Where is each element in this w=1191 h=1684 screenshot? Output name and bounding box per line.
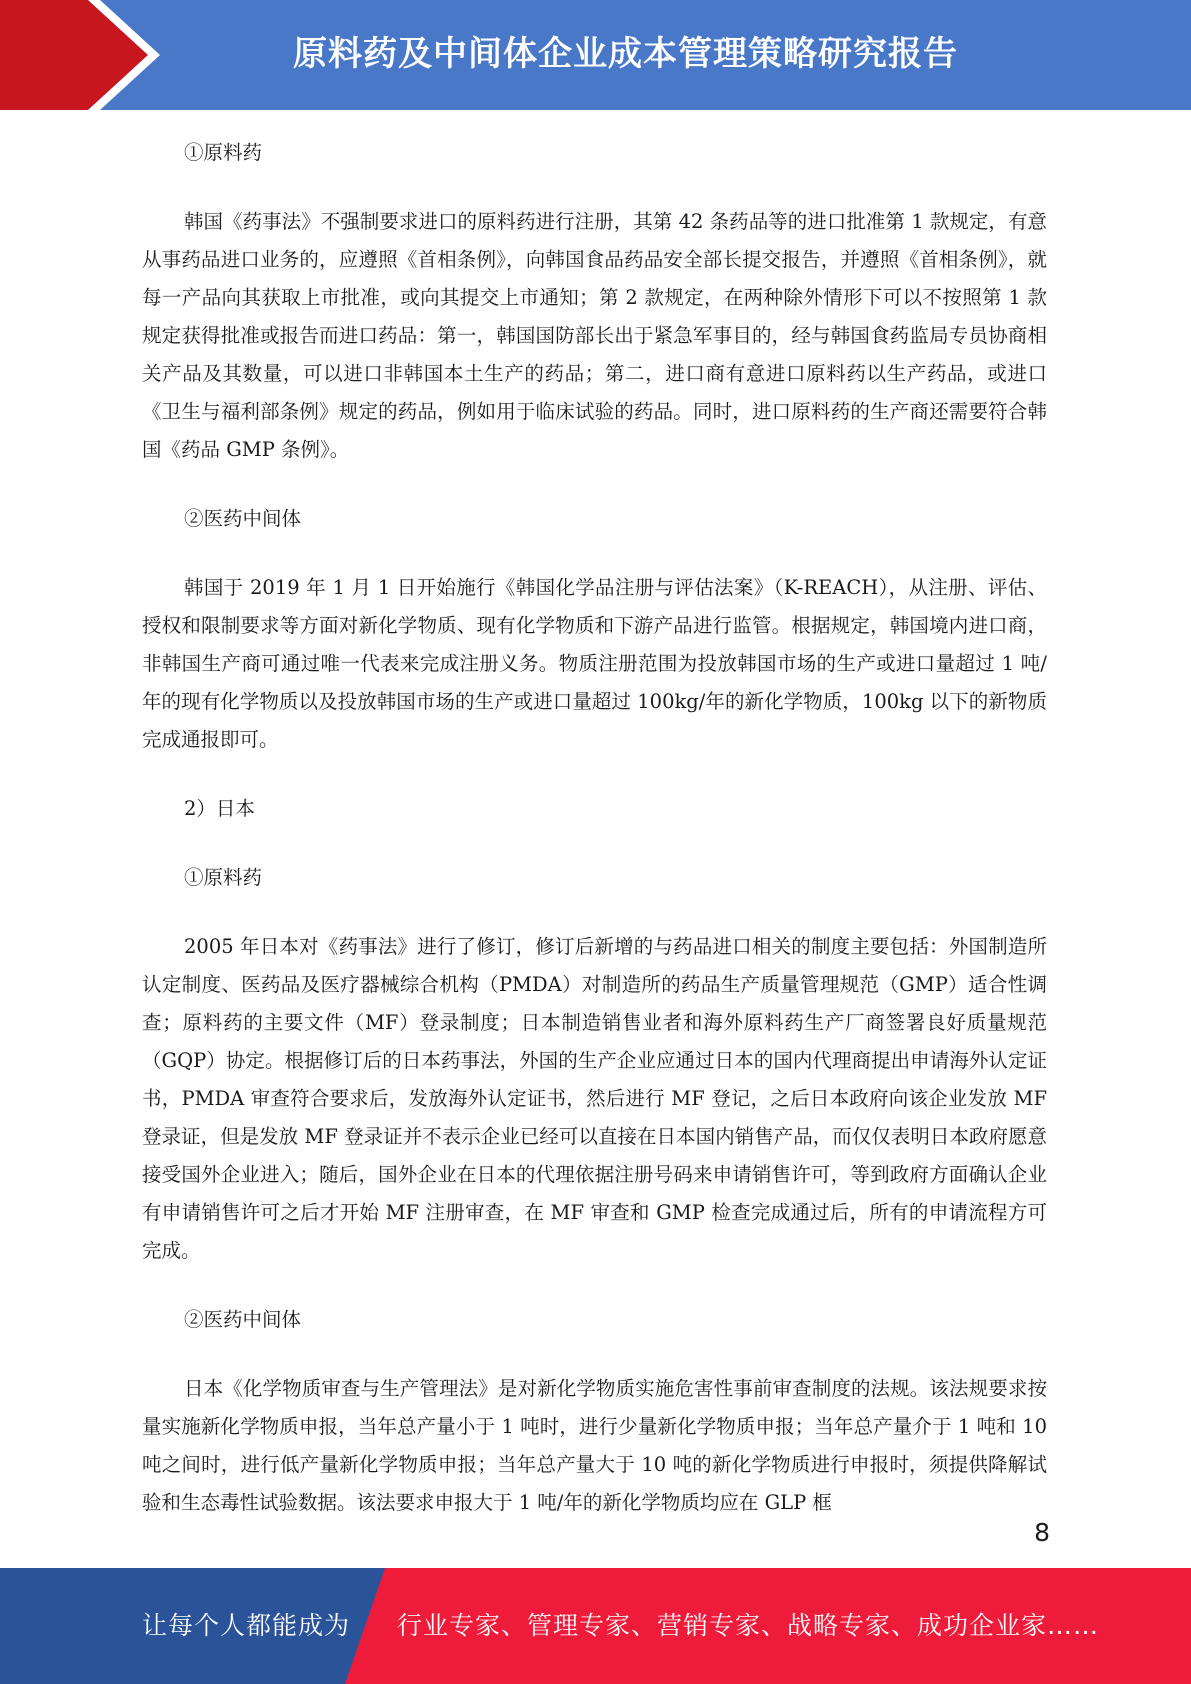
paragraph-korea-api: 韩国《药事法》不强制要求进口的原料药进行注册，其第 42 条药品等的进口批准第 1 款规定，有意从事药品进口业务的，应遵照《首相条例》，向韩国食品药品安全部长提交报告，并遵照《首相条例》，就每一产品向其获取上市批准，或向其提交上市通知；第 2 款规定，在两种除外情形下可以不按照第 1 款规定获得批准或报告而进口药品：第一，韩国国防部长出于紧急军事目的，经与韩国食药监局专员协商相关产品及其数量，可以进口非韩国本土生产的药品；第二，进口商有意进口原料药以生产药品，或进口《卫生与福利部条例》规定的药品，例如用于临床试验的药品。同时，进口原料药的生产商还需要符合韩国《药品 GMP 条例》。 — [142, 210, 1047, 461]
section-heading-japan-api: ①原料药 — [184, 866, 263, 889]
report-title: 原料药及中间体企业成本管理策略研究报告 — [293, 34, 958, 74]
page-number: 8 — [1034, 1518, 1050, 1547]
paragraph-korea-intermediate: 韩国于 2019 年 1 月 1 日开始施行《韩国化学品注册与评估法案》（K-REACH），从注册、评估、授权和限制要求等方面对新化学物质、现有化学物质和下游产品进行监管。根据规定，韩国境内进口商，非韩国生产商可通过唯一代表来完成注册义务。物质注册范围为投放韩国市场的生产或进口量超过 1 吨/年的现有化学物质以及投放韩国市场的生产或进口量超过 100kg/年的新化学物质，100kg 以下的新物质完成通报即可。 — [142, 576, 1047, 751]
section-heading-korea-api: ①原料药 — [184, 141, 263, 164]
footer-slogan-left: 让每个人都能成为 — [142, 1611, 351, 1640]
page-header — [0, 0, 1191, 110]
page-footer — [0, 1568, 1191, 1684]
section-heading-korea-intermediate: ②医药中间体 — [184, 507, 302, 530]
section-heading-japan: 2）日本 — [184, 797, 255, 820]
paragraph-japan-api: 2005 年日本对《药事法》进行了修订，修订后新增的与药品进口相关的制度主要包括：外国制造所认定制度、医药品及医疗器械综合机构（PMDA）对制造所的药品生产质量管理规范（GMP）适合性调查；原料药的主要文件（MF）登录制度；日本制造销售业者和海外原料药生产厂商签署良好质量规范（GQP）协定。根据修订后的日本药事法，外国的生产企业应通过日本的国内代理商提出申请海外认定证书，PMDA 审查符合要求后，发放海外认定证书，然后进行 MF 登记，之后日本政府向该企业发放 MF 登录证，但是发放 MF 登录证并不表示企业已经可以直接在日本国内销售产品，而仅仅表明日本政府愿意接受国外企业进入；随后，国外企业在日本的代理依据注册号码来申请销售许可，等到政府方面确认企业有申请销售许可之后才开始 MF 注册审查，在 MF 审查和 GMP 检查完成通过后，所有的申请流程方可完成。 — [142, 935, 1047, 1262]
paragraph-japan-intermediate: 日本《化学物质审查与生产管理法》是对新化学物质实施危害性事前审查制度的法规。该法规要求按量实施新化学物质申报，当年总产量小于 1 吨时，进行少量新化学物质申报；当年总产量介于 1 吨和 10 吨之间时，进行低产量新化学物质申报；当年总产量大于 10 吨的新化学物质进行申报时，须提供降解试验和生态毒性试验数据。该法要求申报大于 1 吨/年的新化学物质均应在 GLP 框 — [142, 1377, 1047, 1514]
section-heading-japan-intermediate: ②医药中间体 — [184, 1308, 302, 1331]
document-body — [142, 134, 1047, 1553]
footer-slogan-right: 行业专家、管理专家、营销专家、战略专家、成功企业家…… — [397, 1611, 1100, 1640]
